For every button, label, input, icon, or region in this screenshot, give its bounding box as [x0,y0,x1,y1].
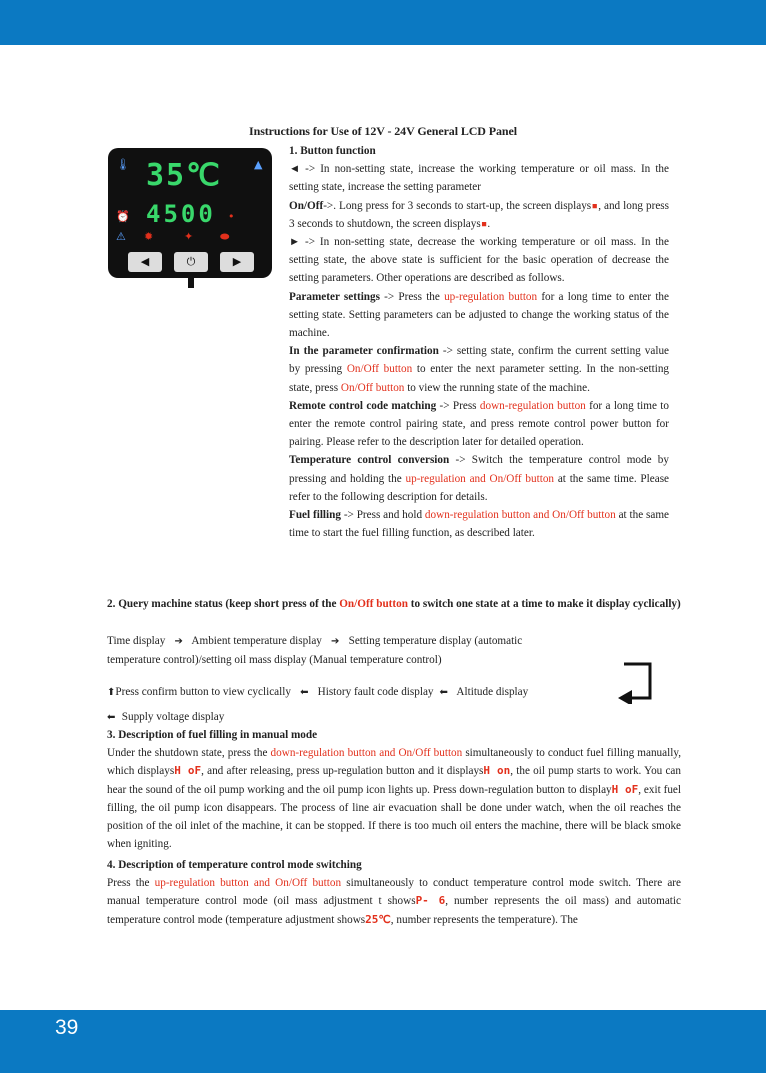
alarm-clock-icon: ⏰ [116,210,130,223]
section3-heading: 3. Description of fuel filling in manual mode [107,729,318,741]
power-button: ⏻ [174,252,208,272]
thermometer-icon: 🌡 [116,158,130,171]
status-cycle-line2: temperature control)/setting oil mass display (Manual temperature control) [107,654,442,666]
status-cycle-line1: Time display ➔ Ambient temperature display ➔ Setting temperature display (automatic [107,632,522,651]
warning-icon: ⚠ [116,230,126,243]
onoff-description: On/Off->. Long press for 3 seconds to start-up, the screen displays▪, and long press 3 seconds to shutdown, the screen displays▪. [289,198,669,230]
right-button: ▶ [220,252,254,272]
fan-icon: ✦ [184,230,194,243]
temperature-control-conversion: Temperature control conversion -> Switch the temperature control mode by pressing and holding the up-regulation and On/Off button at the same time. Please refer to the following description for details. [289,454,670,503]
arrow-left-icon: ⬅ [107,712,122,723]
button-function-section [289,142,669,542]
panel-cable [188,278,194,288]
footer-bar [0,1010,766,1073]
mountain-icon: ▲ [254,158,263,171]
arrow-left-icon: ⬅ [293,687,315,698]
shutdown-display-icon: ▪ [480,216,488,230]
arrow-right-icon: ➔ [324,636,346,647]
remote-control-matching: Remote control code matching -> Press down-regulation button for a long time to enter the remote control pairing state, and press remote control power button for pairing. Please refer to the description later for detailed operation. [289,399,669,449]
section3 [107,726,681,853]
fuel-filling: Fuel filling -> Press and hold down-regulation button and On/Off button at the same time to start the fuel filling function, as described later. [289,509,669,540]
section4 [107,856,681,929]
lcd-panel-image [108,148,272,278]
display-h-of: H oF [174,764,202,778]
status-cycle-line3: ⬆Press confirm button to view cyclically ⬅ History fault code display ⬅ Altitude display [107,683,528,702]
section4-body: Press the up-regulation button and On/Off button simultaneously to conduct temperature control mode switch. There are manual temperature control mode (oil mass adjustment t showsP- 6, number represents the oil mass) and automatic temperature control mode (temperature adjustment shows25℃, number represents the temperature). The [107,877,681,926]
section1-heading: 1. Button function [289,145,376,157]
gear-icon: ✹ [144,230,154,243]
return-arrow-icon [616,660,656,704]
dot-indicator-icon: • [228,210,235,223]
increase-description: ◄ -> In non-setting state, increase the working temperature or oil mass. In the setting state, increase the setting parameter [289,163,669,194]
parameter-confirmation: In the parameter confirmation -> setting state, confirm the current setting value by pressing On/Off button to enter the next parameter setting. In the non-setting state, press On/Off button to view the running state of the machine. [289,345,670,394]
lcd-temp-readout: 35℃ [146,158,222,193]
status-cycle-line4: ⬅ Supply voltage display [107,708,224,727]
header-bar [0,0,766,45]
section3-body: Under the shutdown state, press the down-regulation button and On/Off button simultaneously to conduct fuel filling manually, which displaysH oF, and after releasing, press up-regulation button and it displaysH on, the oil pump starts to work. You can hear the sound of the oil pump working and the oil pump icon lights up. Press down-regulation button to displayH oF, exit fuel filling, the oil pump icon disappears. The process of line air evacuation shall be done under watch, when the oil reaches the position of the oil inlet of the machine, it can be stopped. If there is too much oil enters the machine, there will be black smoke when igniting. [107,747,681,851]
display-25c: 25℃ [365,912,391,926]
section2-heading: 2. Query machine status (keep short press of the On/Off button to switch one state at a time to make it display cyclically) [107,598,681,610]
display-h-on: H on [483,764,511,778]
arrow-up-icon: ⬆ [107,687,116,698]
oil-pump-icon: ⬬ [220,230,230,243]
parameter-settings: Parameter settings -> Press the up-regulation button for a long time to enter the setting state. Setting parameters can be adjusted to change the working status of the machine. [289,290,669,340]
decrease-description: ► -> In non-setting state, decrease the working temperature or oil mass. In the setting state, the above state is sufficient for the basic operation of decrease the setting parameters. Other operations are described as follows. [289,236,669,285]
page-title: Instructions for Use of 12V - 24V General LCD Panel [249,124,517,138]
startup-display-icon: ▪ [591,198,599,212]
lcd-value-readout: 4500 [146,200,216,228]
arrow-left-icon: ⬅ [436,687,455,698]
display-h-of-exit: H oF [611,782,639,796]
left-button: ◀ [128,252,162,272]
section4-heading: 4. Description of temperature control mode switching [107,859,362,871]
arrow-right-icon: ➔ [168,636,190,647]
page-number: 39 [55,1016,79,1039]
display-p-6: P- 6 [415,894,446,908]
